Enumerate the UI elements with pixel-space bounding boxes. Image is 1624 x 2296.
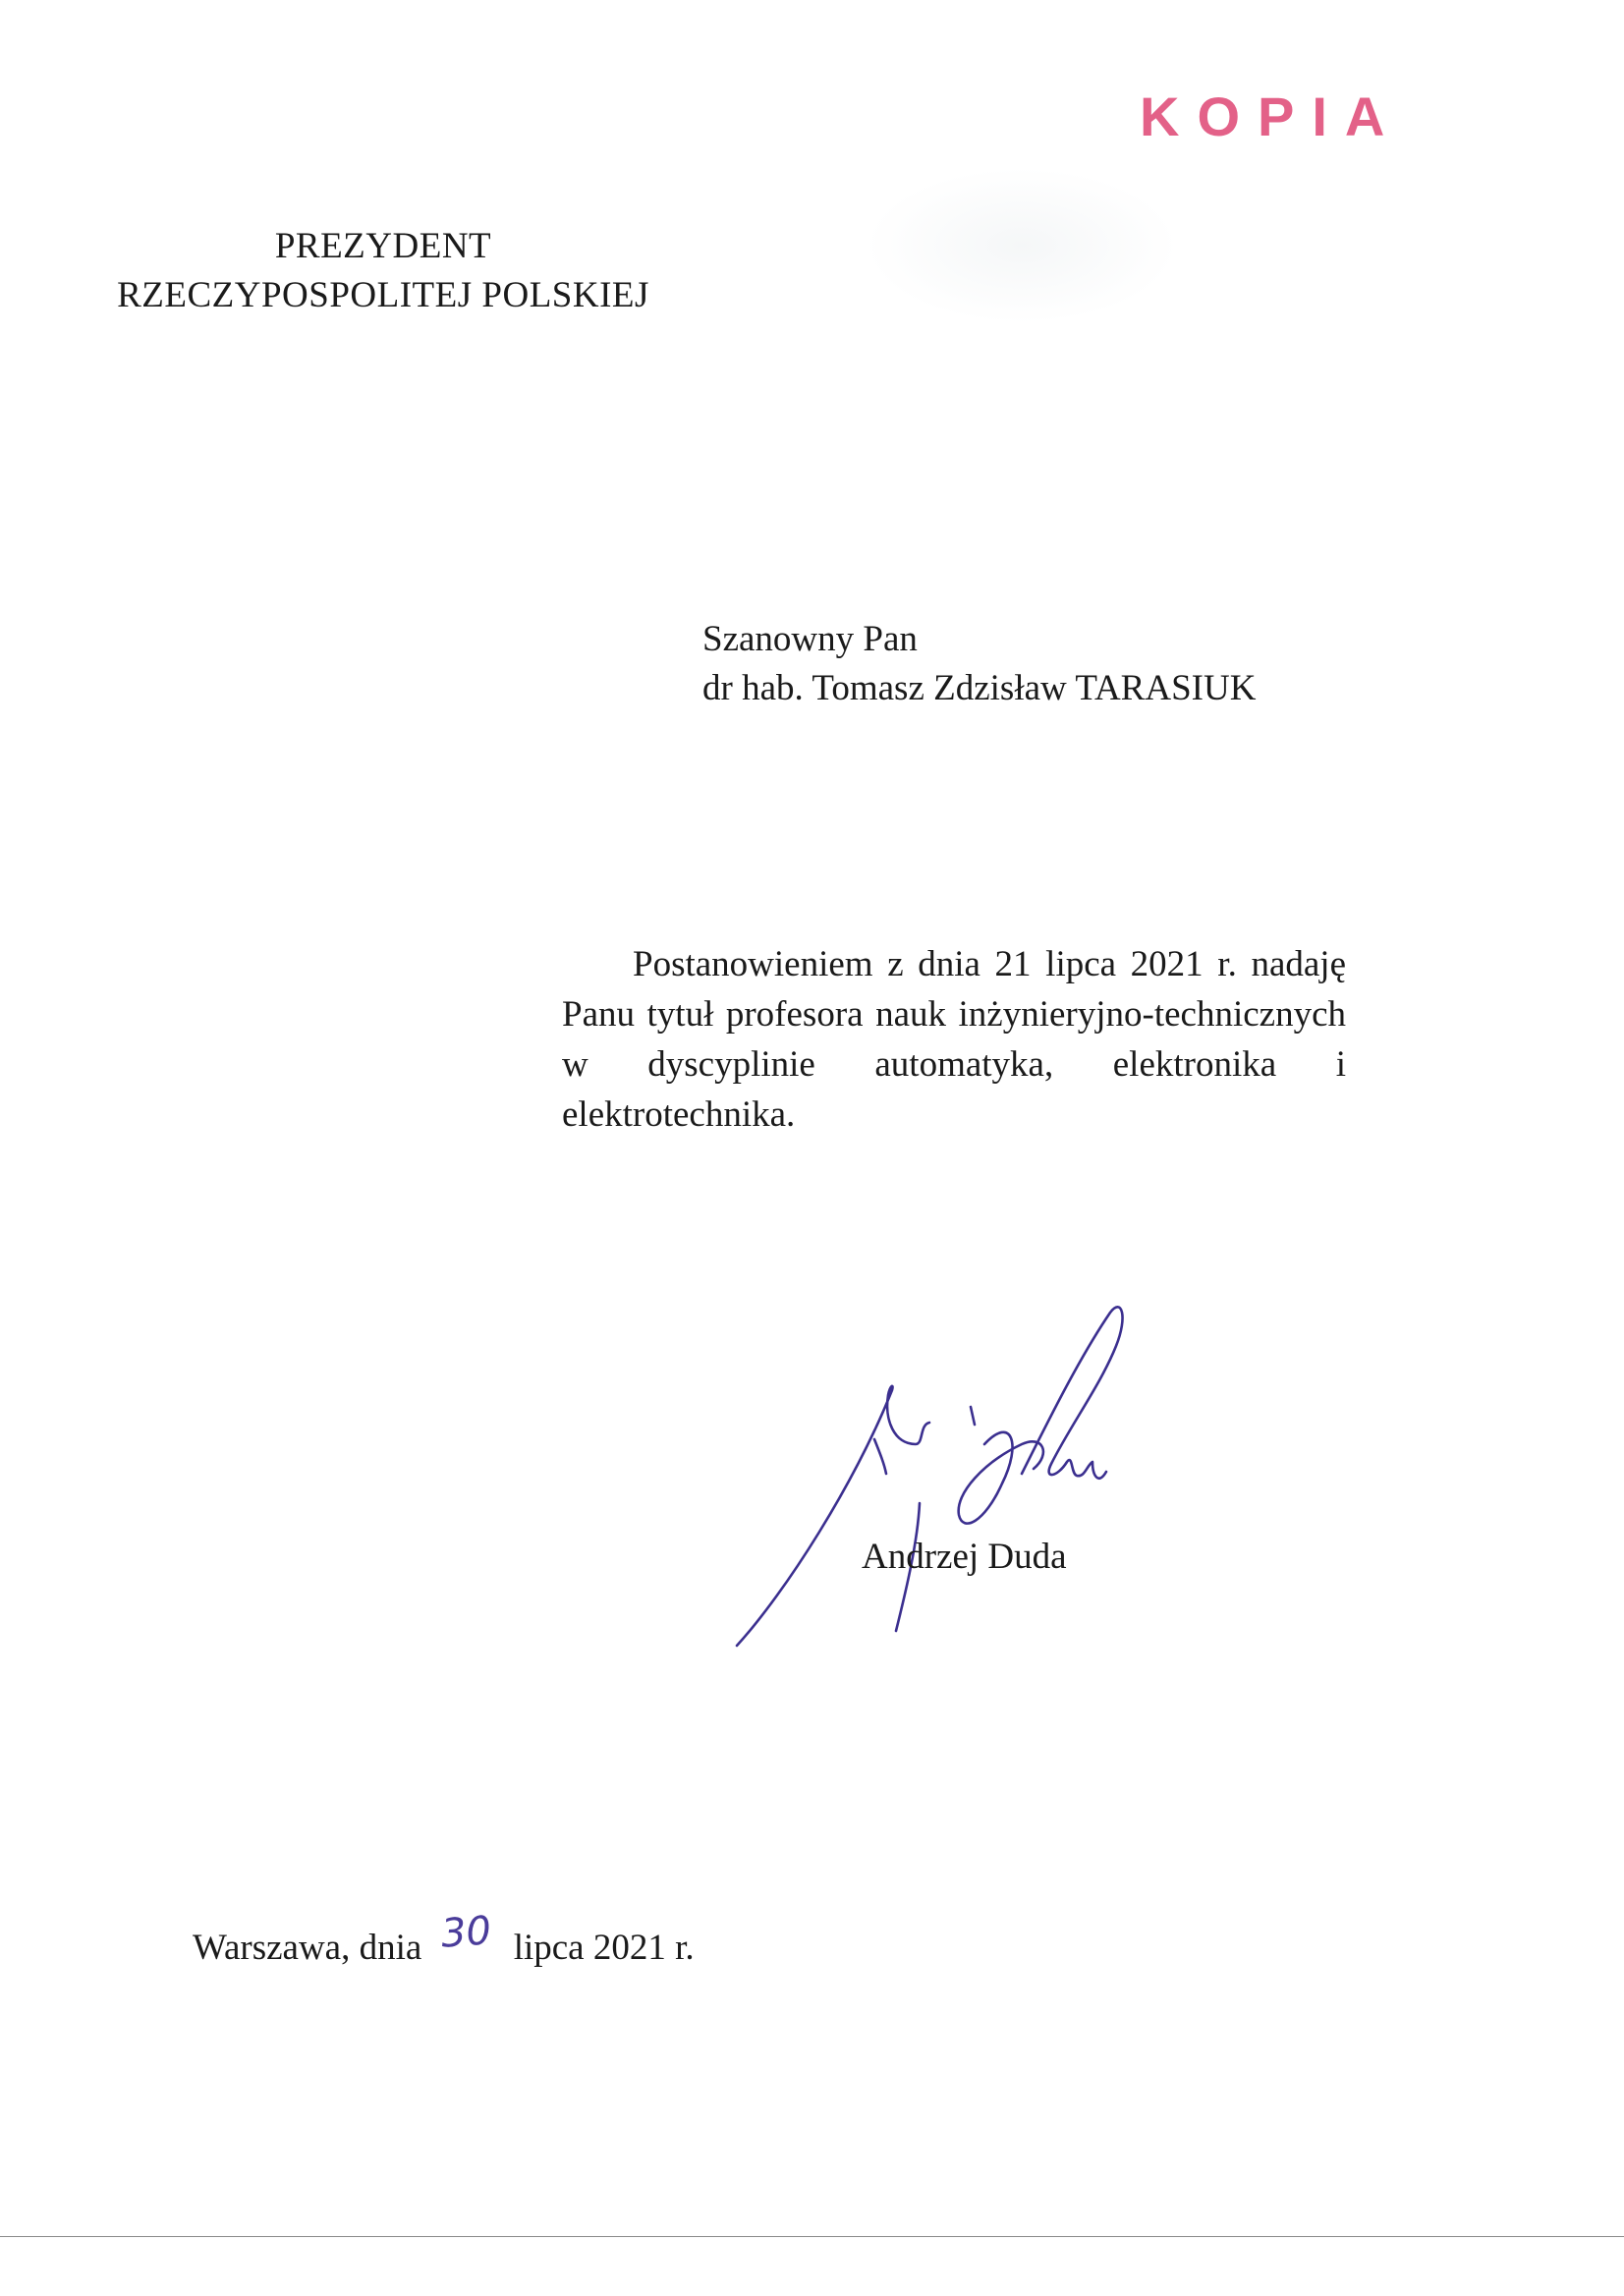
place-date-suffix: lipca 2021 r. (513, 1928, 695, 1968)
handwritten-signature (727, 1297, 1189, 1670)
addressee-name: dr hab. Tomasz Zdzisław TARASIUK (702, 668, 1257, 708)
handwritten-day: 30 (439, 1908, 492, 1957)
footer-divider (0, 2236, 1624, 2237)
place-and-date (193, 1908, 695, 1973)
stamp-smudge (865, 167, 1179, 324)
place-date-prefix: Warszawa, dnia (193, 1928, 422, 1968)
kopia-stamp: KOPIA (1140, 85, 1403, 147)
letterhead-line-2: RZECZYPOSPOLITEJ POLSKIEJ (117, 275, 649, 315)
salutation: Szanowny Pan (702, 619, 918, 659)
signer-name: Andrzej Duda (862, 1537, 1067, 1577)
body-paragraph: Postanowieniem z dnia 21 lipca 2021 r. nadaję Panu tytuł profesora nauk inżynieryjno-technicznych w dyscyplinie automatyka, elektronika i elektrotechnika. (562, 944, 1346, 1135)
letterhead (59, 222, 707, 320)
addressee-block (702, 615, 1256, 713)
letterhead-line-1: PREZYDENT (274, 226, 492, 266)
